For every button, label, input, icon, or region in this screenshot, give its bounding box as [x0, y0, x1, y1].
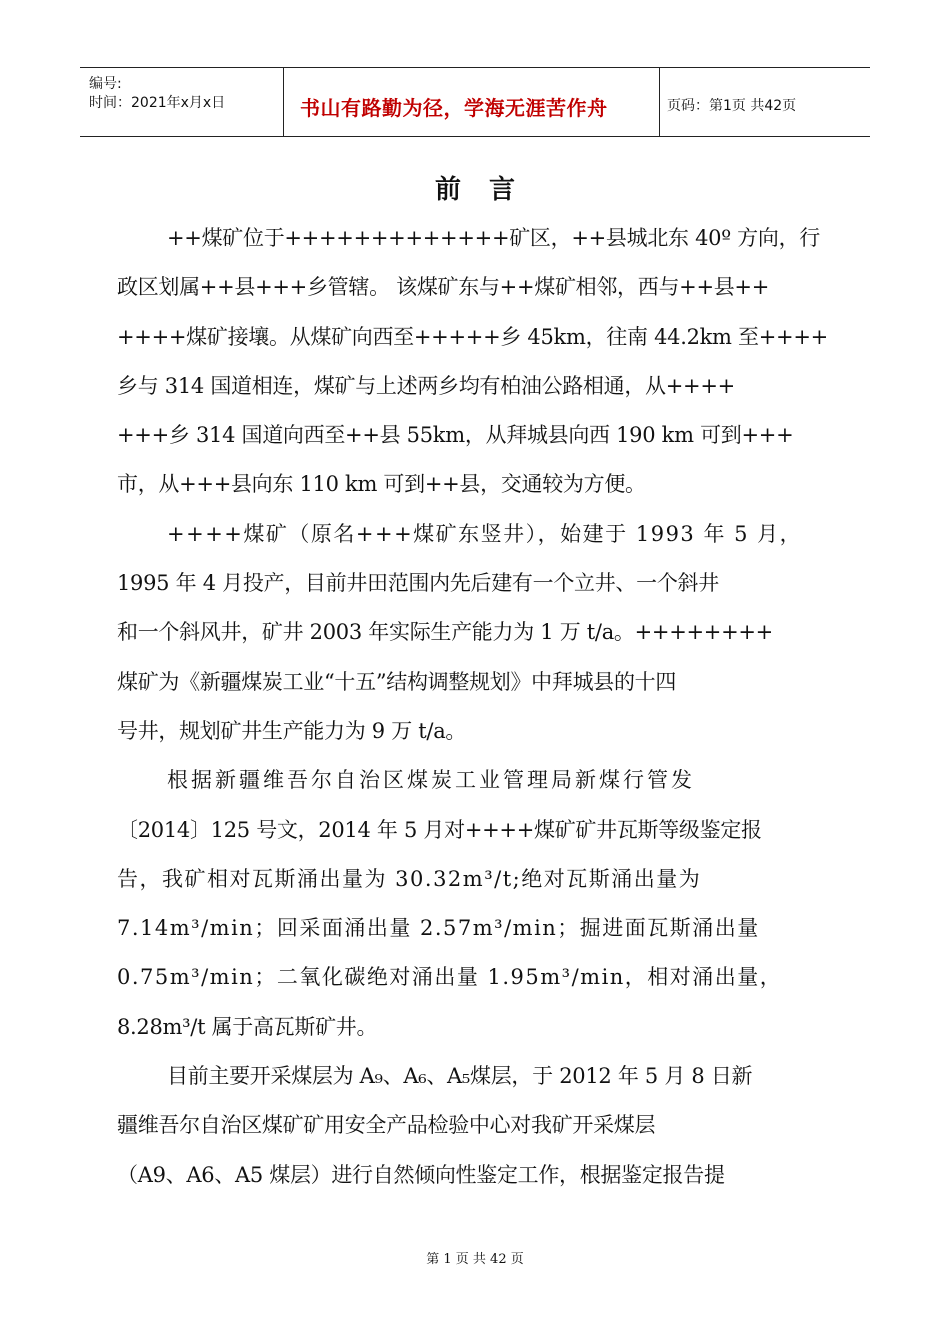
text-line: 8.28m³/t 属于高瓦斯矿井。: [117, 1014, 378, 1039]
document-time-label: 时间：2021年x月x日: [89, 95, 226, 111]
text-line: 1995 年 4 月投产，目前井田范围内先后建有一个立井、一个斜井: [117, 571, 719, 596]
text-line: 7.14m³/min；回采面涌出量 2.57m³/min；掘进面瓦斯涌出量: [117, 916, 760, 941]
text-line: 目前主要开采煤层为 A₉、A₆、A₅煤层，于 2012 年 5 月 8 日新: [167, 1064, 753, 1089]
text-line: 〔2014〕125 号文，2014 年 5 月对++++煤矿矿井瓦斯等级鉴定报: [117, 817, 762, 842]
paragraph-coal-seams: [117, 1052, 837, 1200]
header-motto: 书山有路勤为径，学海无涯苦作舟: [300, 96, 608, 120]
text-line: ++煤矿位于+++++++++++++矿区，++县城北东 40º 方向，行: [167, 226, 820, 250]
text-line: 煤矿为《新疆煤炭工业“十五”结构调整规划》中拜城县的十四: [117, 669, 677, 694]
page-header: [80, 67, 870, 137]
text-line: 政区划属++县+++乡管辖。 该煤矿东与++煤矿相邻，西与++县++: [117, 275, 770, 300]
text-line: ++++煤矿接壤。从煤矿向西至+++++乡 45km，往南 44.2km 至++++: [117, 324, 828, 349]
text-line: 号井，规划矿井生产能力为 9 万 t/a。: [117, 718, 467, 743]
header-page-cell: [659, 68, 870, 136]
header-page-info: 页码：第1页 共42页: [667, 98, 797, 114]
text-line: 乡与 314 国道相连，煤矿与上述两乡均有柏油公路相通，从++++: [117, 373, 735, 398]
document-title: 前言: [434, 175, 543, 205]
paragraph-location: [117, 214, 837, 510]
document-number-label: 编号:: [89, 76, 122, 92]
text-line: 0.75m³/min；二氧化碳绝对涌出量 1.95m³/min，相对涌出量，: [117, 965, 783, 990]
document-body: [117, 214, 837, 1200]
text-line: ++++煤矿（原名+++煤矿东竖井），始建于 1993 年 5 月，: [167, 521, 803, 546]
text-line: 疆维吾尔自治区煤矿矿用安全产品检验中心对我矿开采煤层: [117, 1113, 656, 1138]
header-meta-cell: [80, 68, 283, 136]
text-line: 和一个斜风井，矿井 2003 年实际生产能力为 1 万 t/a。++++++++: [117, 620, 773, 645]
text-line: +++乡 314 国道向西至++县 55km，从拜城县向西 190 km 可到+++: [117, 423, 794, 448]
text-line: 告，我矿相对瓦斯涌出量为 30.32m³/t;绝对瓦斯涌出量为: [117, 866, 702, 891]
text-line: 市，从+++县向东 110 km 可到++县，交通较为方便。: [117, 472, 646, 497]
header-motto-cell: [283, 68, 660, 136]
text-line: 根据新疆维吾尔自治区煤炭工业管理局新煤行管发: [167, 768, 695, 793]
text-line: （A9、A6、A5 煤层）进行自然倾向性鉴定工作，根据鉴定报告提: [117, 1162, 725, 1187]
paragraph-history: [117, 510, 837, 756]
paragraph-gas-assessment: [117, 756, 837, 1052]
page-footer: 第 1 页 共 42 页: [426, 1252, 524, 1267]
